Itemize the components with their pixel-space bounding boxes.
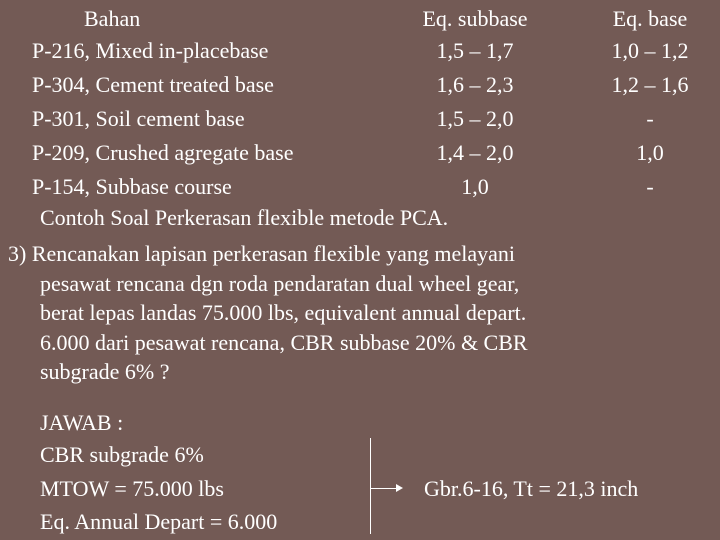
problem-line: berat lepas landas 75.000 lbs, equivalent annual depart. [40,300,527,325]
header-material: Bahan [84,6,141,31]
problem-line: 6.000 dari pesawat rencana, CBR subbase 20% & CBR [40,329,528,355]
bracket-line [370,438,371,534]
row-eq-subbase: 1,5 – 2,0 [436,106,514,131]
problem-line: pesawat rencana dgn roda pendaratan dual wheel gear, [40,270,520,296]
row-eq-subbase: 1,5 – 1,7 [436,38,514,63]
row-material: P-154, Subbase course [32,174,232,199]
row-material: P-301, Soil cement base [32,106,245,131]
answer-item: MTOW = 75.000 lbs [40,476,224,501]
row-eq-base: - [646,106,654,131]
answer-item: CBR subgrade 6% [40,442,204,467]
row-material: P-304, Cement treated base [32,72,274,97]
row-eq-subbase: 1,6 – 2,3 [436,72,514,97]
arrow-line [370,488,396,489]
row-eq-base: 1,2 – 1,6 [611,72,689,97]
row-material: P-209, Crushed agregate base [32,140,294,165]
row-material: P-216, Mixed in-placebase [32,38,269,63]
header-eq-base: Eq. base [612,6,688,31]
row-eq-subbase: 1,4 – 2,0 [436,140,514,165]
header-eq-subbase: Eq. subbase [422,6,528,31]
answer-label: JAWAB : [40,410,124,435]
row-eq-base: 1,0 – 1,2 [611,38,689,63]
problem-line: subgrade 6% ? [40,359,170,384]
row-eq-subbase: 1,0 [461,174,489,199]
row-eq-base: 1,0 [636,140,664,165]
problem-line: 3) Rencanakan lapisan perkerasan flexible yang melayani [8,241,515,266]
answer-item: Eq. Annual Depart = 6.000 [40,509,278,534]
answer-result: Gbr.6-16, Tt = 21,3 inch [424,476,639,501]
problem-statement [8,239,713,387]
arrow-right-icon [396,484,403,492]
row-eq-base: - [646,174,654,199]
section-title: Contoh Soal Perkerasan flexible metode PCA. [40,205,449,230]
